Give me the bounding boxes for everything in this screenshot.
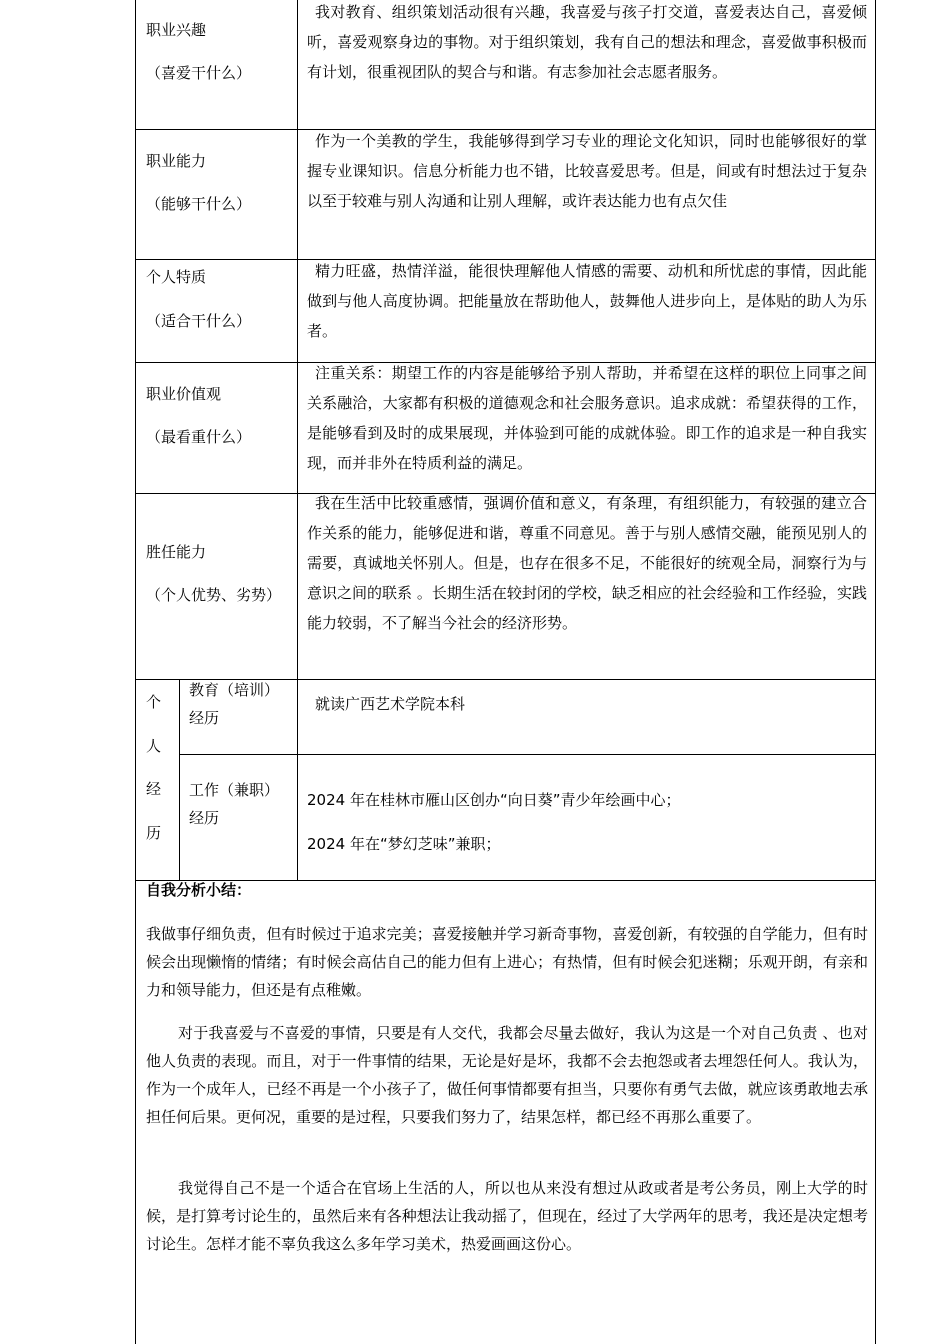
row-content-traits: 精力旺盛，热情洋溢，能很快理解他人情感的需要、动机和所忧虑的事情，因此能做到与他人高度协调。把能量放在帮助他人，鼓舞他人进步向上，是体贴的助人为乐者。 — [307, 262, 867, 340]
education-label-2: 经历 — [189, 709, 220, 727]
row-label-values: 职业价值观 — [146, 385, 222, 403]
row-sublabel-ability: （能够干什么） — [146, 195, 252, 213]
experience-group-char: 个 — [146, 693, 162, 711]
row-content-competence: 我在生活中比较重感情，强调价值和意义，有条理，有组织能力，有较强的建立合作关系的能力，能够促进和谐，尊重不同意见。善于与别人感情交融，能预见别人的需要，真诚地关怀别人。但是，也存在很多不足，不能很好的统观全局，洞察行为与意识之间的联系 。长期生活在较封闭的学校，缺乏相应的社会经验和工作经验，实践能力较弱，不了解当今社会的经济形势。 — [307, 494, 867, 632]
column-divider — [179, 679, 180, 880]
row-divider — [179, 754, 876, 755]
summary-title: 自我分析小结： — [146, 881, 252, 899]
row-label-competence: 胜任能力 — [146, 543, 207, 561]
column-divider — [297, 0, 298, 880]
work-label: 工作（兼职） — [189, 781, 280, 799]
work-content-line-1: 2024 年在桂林市雁山区创办“向日葵”青少年绘画中心； — [307, 791, 681, 809]
education-label: 教育（培训） — [189, 681, 280, 699]
row-sublabel-traits: （适合干什么） — [146, 312, 252, 330]
experience-group-char: 经 — [146, 780, 162, 798]
summary-paragraph-2: 对于我喜爱与不喜爱的事情，只要是有人交代，我都会尽量去做好，我认为这是一个对自己负责 、也对他人负责的表现。而且，对于一件事情的结果，无论是好是坏，我都不会去抱怨或者去埋怨任何人。我认为，作为一个成年人，已经不再是一个小孩子了，做任何事情都要有担当，只要你有勇气去做，就应该勇敢地去承担任何后果。更何况，重要的是过程，只要我们努力了，结果怎样，都已经不再那么重要了。 — [146, 1024, 868, 1126]
row-sublabel-interest: （喜爱干什么） — [146, 64, 252, 82]
row-label-interest: 职业兴趣 — [146, 21, 207, 39]
row-content-values: 注重关系：期望工作的内容是能够给予别人帮助，并希望在这样的职位上同事之间关系融洽，大家都有积极的道德观念和社会服务意识。追求成就：希望获得的工作，是能够看到及时的成果展现，并体验到可能的成就体验。即工作的追求是一种自我实现，而并非外在特质利益的满足。 — [307, 364, 867, 472]
experience-group-char: 历 — [146, 824, 162, 842]
row-sublabel-competence: （个人优势、劣势） — [146, 586, 282, 604]
education-content: 就读广西艺术学院本科 — [315, 695, 466, 713]
row-label-ability: 职业能力 — [146, 152, 207, 170]
work-content-line-2: 2024 年在“梦幻芝味”兼职； — [307, 835, 501, 853]
work-label-2: 经历 — [189, 809, 220, 827]
summary-paragraph-3: 我觉得自己不是一个适合在官场上生活的人，所以也从来没有想过从政或者是考公务员，刚上大学的时候，是打算考讨论生的，虽然后来有各种想法让我动摇了，但现在，经过了大学两年的思考，我还是决定想考讨论生。怎样才能不辜负我这么多年学习美术，热爱画画这份心。 — [146, 1179, 868, 1253]
experience-group-char: 人 — [146, 737, 162, 755]
summary-paragraph-1: 我做事仔细负责，但有时候过于追求完美；喜爱接触并学习新奇事物，喜爱创新，有较强的自学能力，但有时候会出现懒惰的情绪；有时候会高估自己的能力但有上进心；有热情，但有时候会犯迷糊；乐观开朗，有亲和力和领导能力，但还是有点稚嫩。 — [146, 925, 868, 999]
row-content-interest: 我对教育、组织策划活动很有兴趣，我喜爱与孩子打交道，喜爱表达自己，喜爱倾听，喜爱观察身边的事物。对于组织策划，我有自己的想法和理念，喜爱做事积极而有计划，很重视团队的契合与和谐。有志参加社会志愿者服务。 — [307, 3, 867, 81]
row-sublabel-values: （最看重什么） — [146, 428, 252, 446]
row-content-ability: 作为一个美教的学生，我能够得到学习专业的理论文化知识，同时也能够很好的掌握专业课知识。信息分析能力也不错，比较喜爱思考。但是，间或有时想法过于复杂以至于较难与别人沟通和让别人理解，或许表达能力也有点欠佳 — [307, 132, 867, 210]
row-label-traits: 个人特质 — [146, 268, 207, 286]
